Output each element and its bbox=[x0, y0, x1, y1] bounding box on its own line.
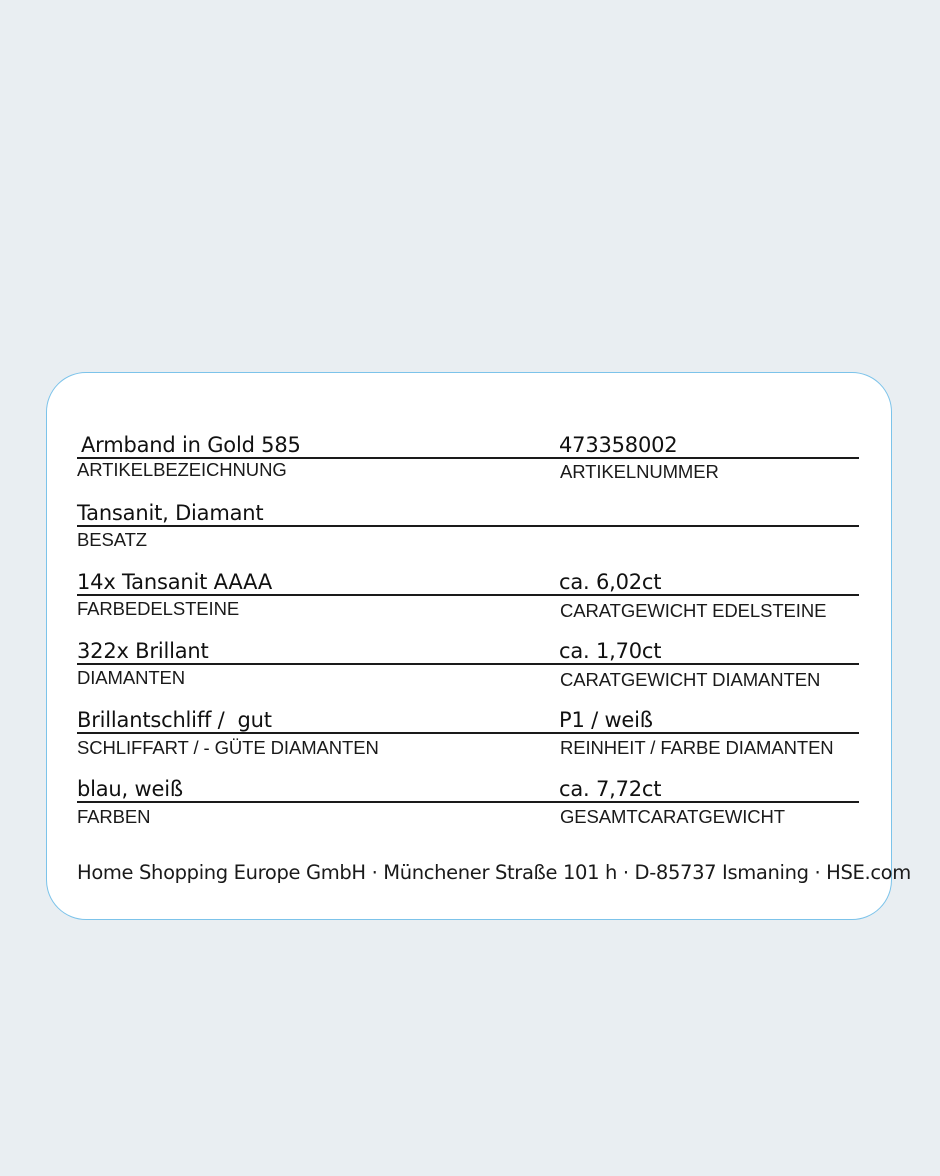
gesamtcaratgewicht-value: ca. 7,72ct bbox=[559, 777, 662, 801]
field-row-diamanten bbox=[77, 633, 859, 665]
caratgewicht-edelsteine-label: CARATGEWICHT EDELSTEINE bbox=[560, 600, 827, 621]
field-row-besatz bbox=[77, 495, 859, 527]
field-row-farbedelsteine bbox=[77, 564, 859, 596]
diamanten-label: DIAMANTEN bbox=[77, 667, 186, 688]
farbedelsteine-label: FARBEDELSTEINE bbox=[77, 598, 240, 619]
gesamtcaratgewicht-label: GESAMTCARATGEWICHT bbox=[560, 806, 785, 827]
schliffart-label: SCHLIFFART / - GÜTE DIAMANTEN bbox=[77, 737, 379, 758]
besatz-label: BESATZ bbox=[77, 529, 147, 550]
diamanten-value: 322x Brillant bbox=[77, 639, 209, 663]
article-name-label: ARTIKELBEZEICHNUNG bbox=[77, 459, 287, 480]
farbedelsteine-value: 14x Tansanit AAAA bbox=[77, 570, 273, 594]
besatz-value: Tansanit, Diamant bbox=[77, 501, 264, 525]
reinheit-farbe-value: P1 / weiß bbox=[559, 708, 653, 732]
company-footer: Home Shopping Europe GmbH · Münchener Straße 101 h · D-85737 Ismaning · HSE.com bbox=[77, 861, 911, 884]
field-row-farben bbox=[77, 771, 859, 803]
field-row-article bbox=[77, 427, 859, 459]
certificate-card bbox=[46, 372, 911, 920]
reinheit-farbe-label: REINHEIT / FARBE DIAMANTEN bbox=[560, 737, 834, 758]
farben-value: blau, weiß bbox=[77, 777, 183, 801]
article-name-value: Armband in Gold 585 bbox=[81, 433, 301, 457]
caratgewicht-diamanten-label: CARATGEWICHT DIAMANTEN bbox=[560, 669, 821, 690]
field-row-schliffart bbox=[77, 702, 859, 734]
caratgewicht-diamanten-value: ca. 1,70ct bbox=[559, 639, 662, 663]
article-number-label: ARTIKELNUMMER bbox=[560, 461, 719, 482]
farben-label: FARBEN bbox=[77, 806, 151, 827]
schliffart-value: Brillantschliff / gut bbox=[77, 708, 272, 732]
caratgewicht-edelsteine-value: ca. 6,02ct bbox=[559, 570, 662, 594]
article-number-value: 473358002 bbox=[559, 433, 678, 457]
